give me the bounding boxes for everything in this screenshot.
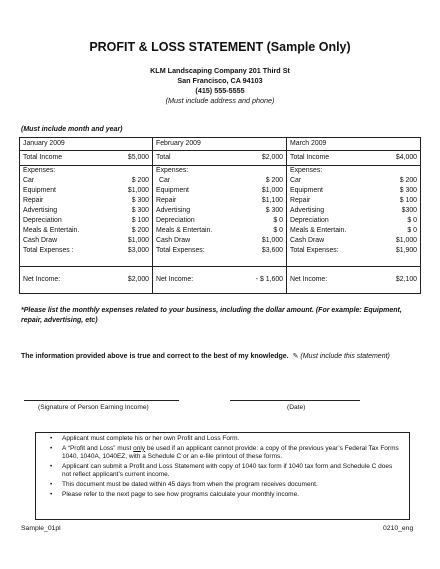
profit-loss-table bbox=[19, 137, 421, 294]
expenses-row bbox=[20, 166, 421, 267]
company-name: KLM Landscaping Company 201 Third St bbox=[150, 66, 290, 75]
expense-label: Repair bbox=[156, 197, 177, 204]
expense-label: Repair bbox=[290, 197, 311, 204]
instructions-list bbox=[50, 435, 403, 499]
month-jan: January 2009 bbox=[20, 138, 153, 151]
bullet-icon: • bbox=[50, 480, 53, 488]
net-income-label: Net Income: bbox=[156, 276, 194, 283]
month-note: (Must include month and year) bbox=[21, 126, 123, 133]
certification-statement bbox=[21, 352, 390, 360]
expense-label: Cash Draw bbox=[156, 237, 191, 244]
month-mar: March 2009 bbox=[287, 138, 421, 151]
expense-label: Depreciation bbox=[23, 217, 62, 224]
bullet-icon: • bbox=[50, 435, 53, 442]
expense-value: $ 200 bbox=[265, 177, 283, 184]
certification-note: (Must include this statement) bbox=[300, 353, 390, 360]
expense-label: Equipment bbox=[23, 187, 56, 194]
instruction-item: • A “Profit and Loss” must only be used if an applicant cannot provide: a copy of the previous year’s Federal Tax Forms 1040, 1040A, 1040EZ, with a Schedule C or an e-file printout of these forms. bbox=[50, 444, 399, 461]
footer-left: Sample_01pl bbox=[21, 525, 61, 532]
expense-note: *Please list the monthly expenses related to your business, including the dollar amount. (For example: Equipment, repair, advertising, etc) bbox=[21, 307, 402, 324]
total-income-label: Total bbox=[156, 154, 171, 161]
expense-label: Advertising bbox=[156, 207, 191, 214]
expense-label: Car bbox=[159, 177, 171, 184]
expense-label: Meals & Entertain. bbox=[290, 227, 347, 234]
signature-label: (Signature of Person Earning Income) bbox=[38, 404, 149, 411]
net-income-value: $2,000 bbox=[127, 276, 149, 283]
bullet-icon: • bbox=[50, 444, 53, 452]
expense-label: Equipment bbox=[156, 187, 189, 194]
net-income-value: - $ 1,600 bbox=[255, 276, 283, 283]
net-income-label: Net Income: bbox=[290, 276, 328, 283]
expense-value: $ 0 bbox=[407, 227, 417, 234]
instruction-item: • Please refer to the next page to see how programs calculate your monthly income. bbox=[50, 490, 300, 498]
expenses-heading: Expenses: bbox=[156, 167, 189, 174]
total-expenses-value: $3,600 bbox=[261, 247, 283, 254]
total-income-row bbox=[20, 151, 421, 166]
expense-value: $ 100 bbox=[131, 217, 149, 224]
expense-value: $ 300 bbox=[265, 207, 283, 214]
total-income-value: $5,000 bbox=[127, 154, 149, 161]
expenses-heading: Expenses: bbox=[290, 167, 323, 174]
total-income-value: $4,000 bbox=[395, 154, 417, 161]
net-income-label: Net Income: bbox=[23, 276, 61, 283]
expense-label: Cash Draw bbox=[23, 237, 58, 244]
total-expenses-label: Total Expenses: bbox=[290, 247, 339, 254]
signature-line[interactable] bbox=[24, 400, 179, 401]
date-line[interactable] bbox=[230, 400, 360, 401]
total-expenses-value: $1,900 bbox=[395, 247, 417, 254]
expense-label: Depreciation bbox=[156, 217, 195, 224]
date-label: (Date) bbox=[287, 404, 306, 411]
expense-value: $1,100 bbox=[261, 197, 283, 204]
certification-text: The information provided above is true and correct to the best of my knowledge. bbox=[21, 353, 289, 360]
expense-value: $ 0 bbox=[273, 227, 283, 234]
expense-value: $ 200 bbox=[131, 227, 149, 234]
expense-value: $ 100 bbox=[399, 197, 417, 204]
expense-label: Advertising bbox=[290, 207, 325, 214]
expense-value: $1,000 bbox=[395, 237, 417, 244]
document-title: PROFIT & LOSS STATEMENT (Sample Only) bbox=[89, 40, 351, 54]
expense-value: $ 0 bbox=[273, 217, 283, 224]
company-phone: (415) 555-5555 bbox=[195, 86, 245, 95]
instruction-item: • Applicant can submit a Profit and Loss Statement with copy of 1040 tax form if 1040 tax form and Schedule C does not reflect applicant’s current income. bbox=[50, 462, 393, 479]
expenses-cell-jan bbox=[20, 166, 153, 267]
total-expenses-value: $3,000 bbox=[127, 247, 149, 254]
expense-value: $ 0 bbox=[407, 217, 417, 224]
expense-value: $ 300 bbox=[131, 197, 149, 204]
expense-value: $1,000 bbox=[127, 187, 149, 194]
company-city: San Francisco, CA 94103 bbox=[177, 76, 263, 85]
expense-value: $1,000 bbox=[261, 237, 283, 244]
total-expenses-label: Total Expenses : bbox=[23, 247, 74, 254]
expense-value: $ 300 bbox=[399, 187, 417, 194]
expense-value: $1,000 bbox=[261, 187, 283, 194]
instructions-box bbox=[35, 432, 410, 520]
address-note: (Must include address and phone) bbox=[165, 96, 275, 105]
total-income-value: $2,000 bbox=[261, 154, 283, 161]
total-income-label: Total Income bbox=[290, 154, 330, 161]
expense-value: $ 300 bbox=[131, 207, 149, 214]
total-income-label: Total Income bbox=[23, 154, 63, 161]
expense-label: Depreciation bbox=[290, 217, 329, 224]
expense-label: Cash Draw bbox=[290, 237, 325, 244]
expense-label: Advertising bbox=[23, 207, 58, 214]
bullet-icon: • bbox=[50, 462, 53, 470]
instruction-item: • This document must be dated within 45 days from when the program receives document. bbox=[50, 480, 318, 488]
expense-value: $ 200 bbox=[131, 177, 149, 184]
footer-right: 0210_eng bbox=[383, 525, 414, 532]
expense-label: Car bbox=[290, 177, 302, 184]
bullet-icon: • bbox=[50, 490, 53, 498]
expense-value: $ 200 bbox=[399, 177, 417, 184]
expenses-cell-mar bbox=[287, 166, 421, 267]
net-income-value: $2,100 bbox=[395, 276, 417, 283]
month-feb: February 2009 bbox=[153, 138, 287, 151]
month-header-row bbox=[20, 138, 421, 151]
expenses-cell-feb bbox=[153, 166, 287, 267]
net-income-row bbox=[20, 267, 421, 294]
expense-label: Meals & Entertain. bbox=[156, 227, 213, 234]
expenses-heading: Expenses: bbox=[23, 167, 56, 174]
instruction-item: • Applicant must complete his or her own Profit and Loss Form. bbox=[50, 435, 240, 442]
expense-label: Equipment bbox=[290, 187, 323, 194]
expense-label: Meals & Entertain. bbox=[23, 227, 80, 234]
expense-value: $1,000 bbox=[127, 237, 149, 244]
total-expenses-label: Total Expenses: bbox=[156, 247, 205, 254]
pen-icon: ✎ bbox=[292, 353, 299, 360]
expense-label: Repair bbox=[23, 197, 44, 204]
expense-label: Car bbox=[23, 177, 35, 184]
expense-value: $300 bbox=[401, 207, 417, 214]
